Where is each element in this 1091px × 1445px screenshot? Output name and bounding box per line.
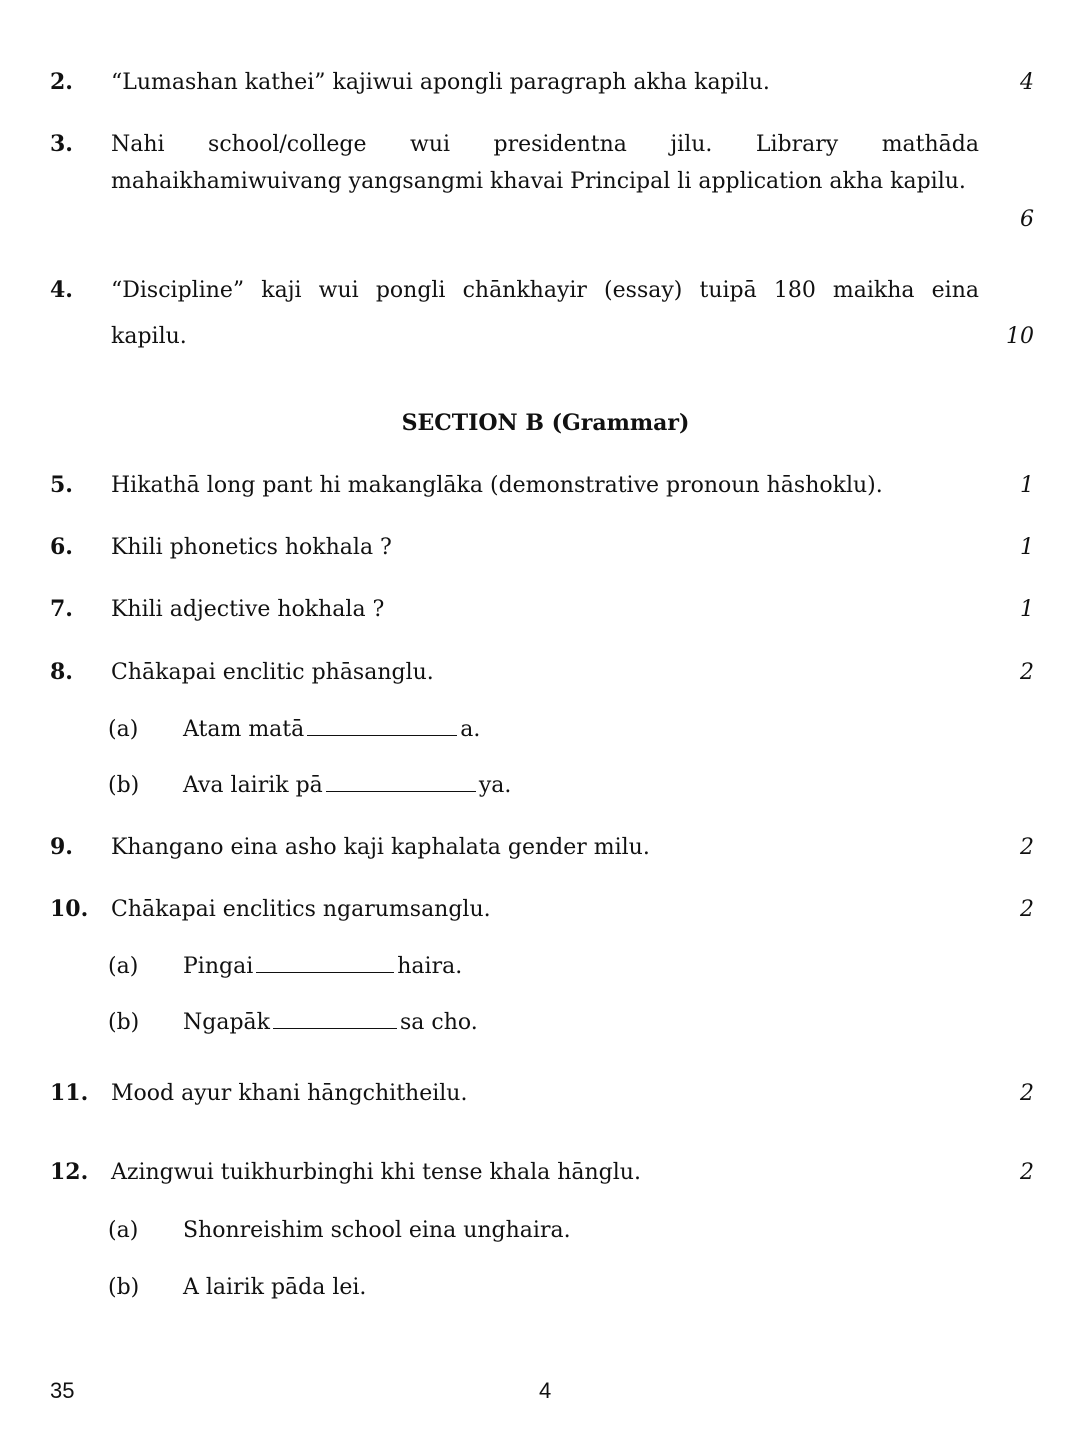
question-marks: 2	[1020, 1160, 1034, 1185]
part-text: Pingai haira.	[183, 948, 462, 985]
question-number: 6.	[50, 534, 73, 560]
part-label: (a)	[108, 717, 139, 742]
answer-blank	[307, 713, 457, 736]
part-text: Ava lairik pā ya.	[183, 767, 511, 804]
part-text: Atam matā a.	[183, 711, 480, 748]
question-number: 4.	[50, 277, 73, 303]
part-text: A lairik pāda lei.	[183, 1275, 367, 1300]
part-label: (b)	[108, 773, 140, 798]
question-marks: 4	[1020, 70, 1034, 95]
question-text: Chākapai enclitics ngarumsanglu.	[111, 897, 491, 922]
part-text: Shonreishim school eina unghaira.	[183, 1218, 571, 1243]
question-number: 3.	[50, 131, 73, 157]
question-marks: 2	[1020, 1081, 1034, 1106]
question-number: 10.	[50, 896, 89, 922]
question-marks: 1	[1020, 597, 1034, 622]
question-text: Mood ayur khani hāngchitheilu.	[111, 1081, 468, 1106]
question-text: Khili phonetics hokhala ?	[111, 535, 392, 560]
question-text: Khangano eina asho kaji kaphalata gender milu.	[111, 835, 650, 860]
question-text: Chākapai enclitic phāsanglu.	[111, 660, 434, 685]
part-label: (b)	[108, 1010, 140, 1035]
question-text: Nahi school/college wui presidentna jilu. Library mathāda mahaikhamiwuivang yangsangmi khavai Principal li application akha kapilu.	[111, 132, 979, 194]
question-marks: 1	[1020, 473, 1034, 498]
question-number: 5.	[50, 472, 73, 498]
question-text: Azingwui tuikhurbinghi khi tense khala hānglu.	[111, 1160, 641, 1185]
page-number: 4	[539, 1378, 552, 1403]
answer-blank	[256, 950, 394, 973]
question-text: Khili adjective hokhala ?	[111, 597, 385, 622]
paper-code: 35	[50, 1378, 75, 1403]
question-number: 2.	[50, 69, 73, 95]
question-text-line1: “Discipline” kaji wui pongli chānkhayir (essay) tuipā 180 maikha eina	[111, 278, 979, 303]
part-label: (a)	[108, 1218, 139, 1243]
question-marks: 2	[1020, 897, 1034, 922]
part-label: (a)	[108, 954, 139, 979]
question-text: “Lumashan kathei” kajiwui apongli paragraph akha kapilu.	[111, 70, 770, 95]
answer-blank	[326, 769, 476, 792]
question-marks: 2	[1020, 835, 1034, 860]
question-number: 8.	[50, 659, 73, 685]
question-number: 9.	[50, 834, 73, 860]
question-text: Hikathā long pant hi makanglāka (demonstrative pronoun hāshoklu).	[111, 473, 883, 498]
part-text: Ngapāk sa cho.	[183, 1004, 478, 1041]
section-b-heading: SECTION B (Grammar)	[401, 410, 690, 436]
question-marks: 6	[1020, 207, 1034, 232]
question-text-line2: kapilu.	[111, 324, 187, 349]
part-label: (b)	[108, 1275, 140, 1300]
question-marks: 2	[1020, 660, 1034, 685]
question-number: 11.	[50, 1080, 89, 1106]
question-number: 12.	[50, 1159, 89, 1185]
answer-blank	[273, 1006, 397, 1029]
question-number: 7.	[50, 596, 73, 622]
question-marks: 10	[1006, 324, 1034, 349]
question-marks: 1	[1020, 535, 1034, 560]
